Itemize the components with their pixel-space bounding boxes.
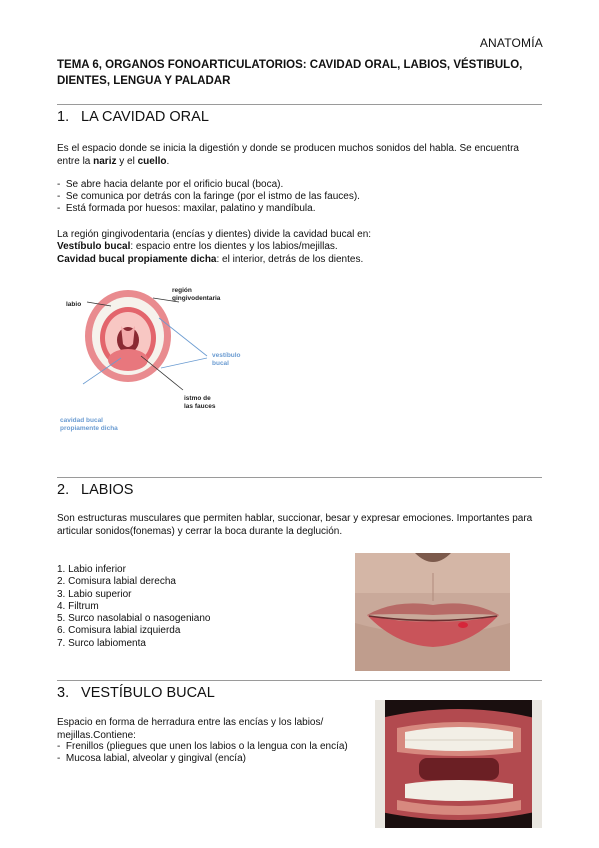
vestibule-photo [375,700,542,828]
list-item: - Se abre hacia delante por el orificio bucal (boca). [57,179,284,190]
figure-label: cavidad bucal propiamente dicha [60,417,118,432]
page-title: TEMA 6, ORGANOS FONOARTICULATORIOS: CAVIDAD ORAL, LABIOS, VÉSTIBULO, DIENTES, LENGUA Y PALADAR [57,59,523,87]
figure-label: istmo de las fauces [184,395,216,410]
list-item: - Está formada por huesos: maxilar, palatino y mandíbula. [57,203,316,214]
list-item: 3. Labio superior [57,588,132,600]
list-item: - Frenillos (pliegues que unen los labios o la lengua con la encía) [57,741,348,752]
section-3-intro: Espacio en forma de herradura entre las encías y los labios/ mejillas.Contiene: [57,717,324,741]
list-item: 6. Comisura labial izquierda [57,625,181,637]
list-item: 1. Labio inferior [57,564,126,575]
section-2-intro: Son estructuras musculares que permiten hablar, succionar, besar y expresar emociones. Importantes para articular sonidos(fonemas) y cerrar la boca durante la deglución. [57,513,533,537]
figure-label: región gingivodentaria [172,287,221,302]
section-divider [57,104,542,105]
list-item: - Se comunica por detrás con la faringe (por el istmo de las fauces). [57,191,360,202]
section-3-heading [57,685,215,701]
section-title: LA CAVIDAD ORAL [81,109,209,125]
section-number: 2. [57,482,70,498]
figure-label: vestíbulo bucal [212,352,241,367]
list-item: 5. Surco nasolabial o nasogeniano [57,613,211,625]
list-item: 7. Surco labiomenta [57,637,146,649]
lips-parts-list [57,564,210,650]
section-number: 1. [57,109,70,125]
section-divider [57,477,542,478]
section-1-heading [57,109,209,125]
section-number: 3. [57,685,70,701]
section-title: VESTÍBULO BUCAL [81,685,215,701]
section-1-division: La región gingivodentaria (encías y dientes) divide la cavidad bucal en: [57,229,372,240]
section-1-intro: Es el espacio donde se inicia la digestión y donde se producen muchos sonidos del habla. Se encuentra entre la nariz y el cuello. [57,143,519,167]
section-3-bullets [57,741,357,765]
section-2-heading [57,482,133,498]
section-divider [57,680,542,681]
list-item: 2. Comisura labial derecha [57,576,176,588]
figure-label: labio [66,301,82,308]
section-title: LABIOS [81,482,134,498]
list-item: 4. Filtrum [57,600,99,612]
list-item: - Mucosa labial, alveolar y gingival (encía) [57,753,246,764]
definition-vestibulo: Vestíbulo bucal: espacio entre los dientes y los labios/mejillas. [57,241,338,252]
definition-cavidad: Cavidad bucal propiamente dicha: el interior, detrás de los dientes. [57,254,364,265]
subject-header: ANATOMÍA [479,36,543,50]
section-1-bullets [57,179,360,215]
tongue-shape [108,349,148,371]
lips-photo [355,553,510,671]
